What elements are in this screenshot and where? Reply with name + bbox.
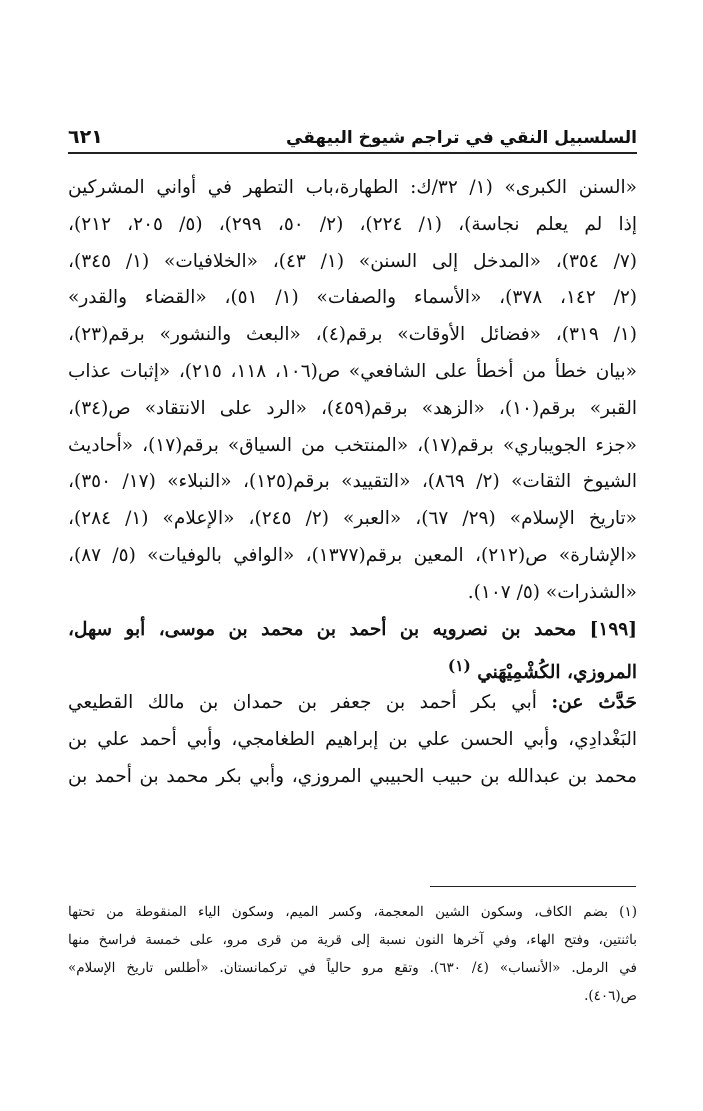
text-line: (٧/ ٣٥٤)، «المدخل إلى السنن» (١/ ٤٣)، «الخلافيات» (١/ ٣٤٥)، bbox=[68, 250, 637, 272]
text-line: «تاريخ الإسلام» (٢٩/ ٦٧)، «العبر» (٢/ ٢٤٥)، «الإعلام» (١/ ٢٨٤)، bbox=[68, 508, 637, 530]
footnote-ref: (١) bbox=[447, 657, 471, 676]
page-number: ٦٢١ bbox=[68, 126, 103, 148]
main-text bbox=[68, 170, 637, 796]
footnote-line: في الرمل. «الأنساب» (٤/ ٦٣٠). وتقع مرو حالياً في تركمانستان. «أطلس تاريخ الإسلام» bbox=[68, 960, 637, 976]
entry-heading-name: المروزي، الكُشْمِيْهَني bbox=[477, 662, 637, 684]
running-title: السلسبيل النقي في تراجم شيوخ البيهقي bbox=[286, 128, 637, 148]
text-line: «السنن الكبرى» (١/ ٣٢/ك: الطهارة،باب التطهر في أواني المشركين bbox=[68, 177, 637, 198]
narration-text: أبي بكر أحمد بن جعفر بن حمدان بن مالك القطيعي bbox=[68, 692, 537, 714]
narration-line: البَغْدادِي، وأبي الحسن علي بن إبراهيم الطغامجي، وأبي أحمد علي بن bbox=[68, 728, 637, 750]
footnote-divider bbox=[430, 886, 636, 887]
text-line: «الشذرات» (٥/ ١٠٧). bbox=[467, 581, 637, 603]
text-line: إذا لم يعلم نجاسة)، (١/ ٢٢٤)، (٢/ ٥٠، ٢٩٩)، (٥/ ٢٠٥، ٢١٢)، bbox=[68, 213, 637, 235]
entry-heading-continued bbox=[68, 648, 637, 685]
footnote-line: (١) بضم الكاف، وسكون الشين المعجمة، وكسر الميم، وسكون الياء المنقوطة من تحتها bbox=[68, 904, 637, 920]
text-line: «بيان خطأ من أخطأ على الشافعي» ص(١٠٦، ١١٨، ٢١٥)، «إثبات عذاب bbox=[68, 360, 637, 382]
entry-heading: [١٩٩] محمد بن نصرويه بن أحمد بن محمد بن موسى، أبو سهل، bbox=[68, 618, 637, 640]
text-line: (٢/ ١٤٢، ٣٧٨)، «الأسماء والصفات» (١/ ٥١)، «القضاء والقدر» bbox=[68, 287, 637, 309]
text-line: «الإشارة» ص(٢١٢)، المعين برقم(١٣٧٧)، «الوافي بالوفيات» (٥/ ٨٧)، bbox=[68, 544, 637, 566]
footnote-line: ص(٤٠٦). bbox=[584, 988, 637, 1004]
narrated-label: حَدَّث عن: bbox=[551, 692, 637, 714]
text-line: (١/ ٣١٩)، «فضائل الأوقات» برقم(٤)، «البعث والنشور» برقم(٢٣)، bbox=[68, 324, 637, 346]
narration-line: محمد بن عبدالله بن حبيب الحبيبي المروزي، وأبي بكر محمد بن أحمد بن bbox=[68, 765, 637, 787]
text-line: «جزء الجويباري» برقم(١٧)، «المنتخب من السياق» برقم(١٧)، «أحاديث bbox=[68, 434, 637, 456]
text-line: الشيوخ الثقات» (٢/ ٨٦٩)، «التقييد» برقم(١٢٥)، «النبلاء» (١٧/ ٣٥٠)، bbox=[68, 471, 637, 493]
footnote-line: باثنتين، وفتح الهاء، وفي آخرها النون نسبة إلى قرية من قرى مرو، على خمسة فراسخ منها bbox=[68, 932, 637, 948]
narration-line bbox=[68, 685, 637, 722]
text-line: القبر» برقم(١٠)، «الزهد» برقم(٤٥٩)، «الرد على الانتقاد» ص(٣٤)، bbox=[68, 397, 637, 419]
page-header bbox=[68, 116, 637, 154]
footnotes bbox=[68, 898, 637, 1010]
